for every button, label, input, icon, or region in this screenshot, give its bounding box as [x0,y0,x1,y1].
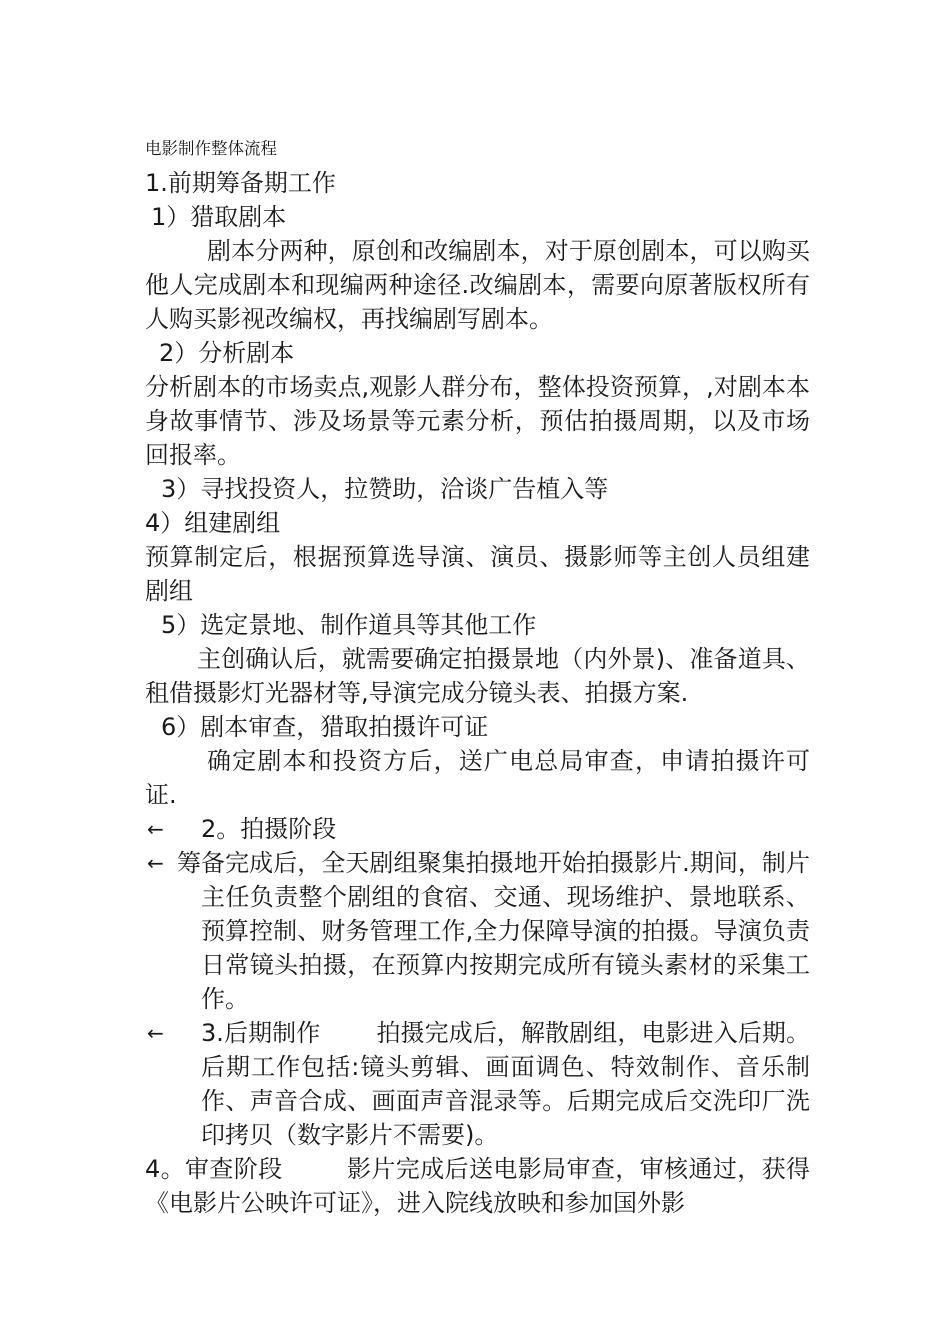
section-text-postproduction: 拍摄完成后，解散剧组，电影进入后期。后期工作包括:镜头剪辑、画面调色、特效制作、音乐制作、声音合成、画面声音混录等。后期完成后交洗印厂洗印拷贝（数字影片不需要)。 [201,1019,810,1149]
section-heading-review: 4。审查阶段 [145,1155,283,1183]
step-text-build-crew: 预算制定后，根据预算选导演、演员、摄影师等主创人员组建剧组 [145,543,810,605]
section-postproduction-row [145,1016,810,1152]
section-heading-preproduction: 1.前期筹备期工作 [145,169,336,197]
section-heading-postproduction: 3.后期制作 [201,1019,321,1047]
step-title-find-investors: 3）寻找投资人，拉赞助，洽谈广告植入等 [161,475,609,503]
step-text-locations-props: 主创确认后，就需要确定拍摄景地（内外景)、准备道具、租借摄影灯光器材等,导演完成分镜头表、拍摄方案. [145,645,810,707]
step-title-build-crew: 4）组建剧组 [145,509,281,537]
section-heading-shooting-row [145,812,810,846]
step-text-script-review: 确定剧本和投资方后，送广电总局审查，申请拍摄许可证. [145,747,810,809]
section-review [145,1152,810,1220]
arrow-left-icon: ← [147,851,164,875]
arrow-left-icon: ← [147,1021,164,1045]
document-body [145,136,810,1220]
step-title-acquire-script: 1）猎取剧本 [151,203,287,231]
section-postproduction [201,1016,810,1152]
section-text-review: 影片完成后送电影局审查，审核通过，获得《电影片公映许可证》，进入院线放映和参加国外影 [145,1155,810,1217]
arrow-left-icon: ← [147,817,164,841]
step-text-acquire-script: 剧本分两种，原创和改编剧本，对于原创剧本，可以购买他人完成剧本和现编两种途径.改编剧本，需要向原著版权所有人购买影视改编权，再找编剧写剧本。 [145,237,810,333]
step-title-locations-props: 5）选定景地、制作道具等其他工作 [161,611,537,639]
section-text-shooting: 筹备完成后，全天剧组聚集拍摄地开始拍摄影片.期间，制片主任负责整个剧组的食宿、交通、现场维护、景地联系、预算控制、财务管理工作,全力保障导演的拍摄。导演负责日常镜头拍摄，在预算内按期完成所有镜头素材的采集工作。 [177,849,810,1013]
section-text-shooting-row [145,846,810,1016]
step-title-analyze-script: 2）分析剧本 [159,339,295,367]
section-heading-shooting: 2。拍摄阶段 [201,815,337,843]
step-text-analyze-script: 分析剧本的市场卖点,观影人群分布，整体投资预算，,对剧本本身故事情节、涉及场景等元素分析，预估拍摄周期，以及市场回报率。 [145,373,810,469]
document-title: 电影制作整体流程 [145,139,277,158]
step-title-script-review: 6）剧本审查，猎取拍摄许可证 [161,713,489,741]
